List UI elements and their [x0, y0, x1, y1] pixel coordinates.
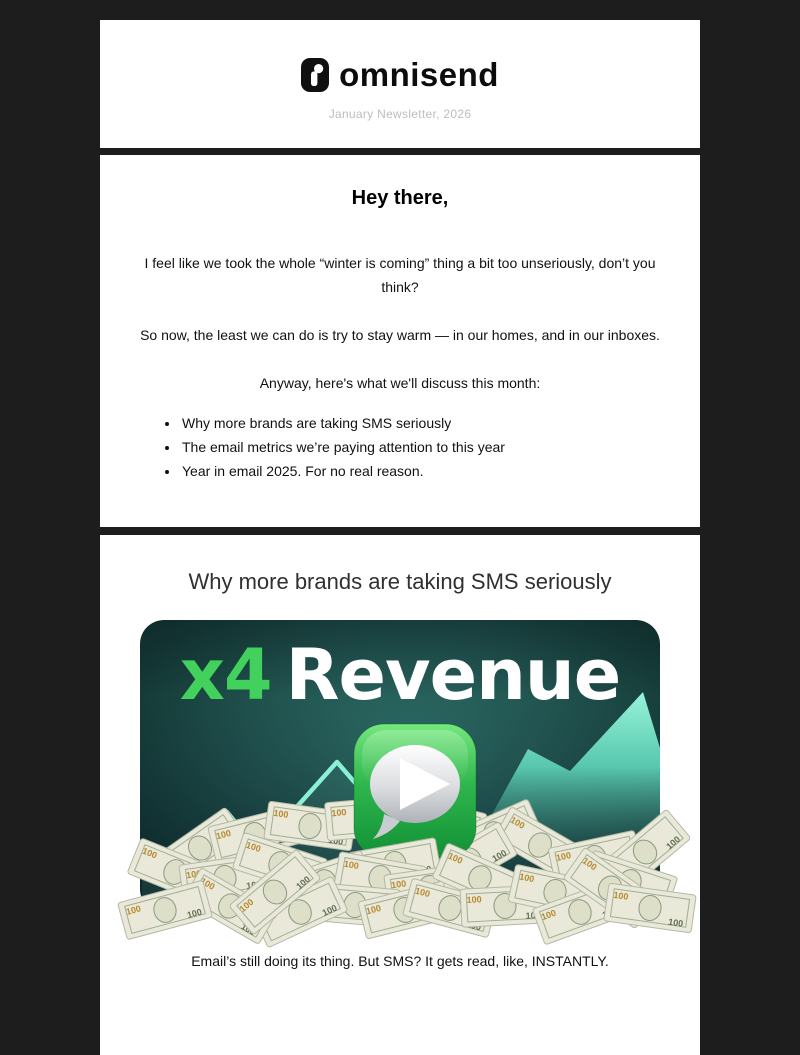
sms-section-card — [100, 535, 700, 1055]
intro-heading: Hey there, — [351, 187, 449, 209]
topic-item-sms: • Why more brands are taking SMS seriously — [180, 411, 660, 435]
topic-item-metrics: • The email metrics we’re paying attention to this year — [180, 435, 660, 459]
intro-paragraph-2: So now, the least we can do is try to stay warm — in our homes, and in our inboxes. — [140, 327, 660, 343]
brand-name: omnisend — [339, 56, 499, 93]
intro-paragraph-3: Anyway, here's what we'll discuss this month: — [259, 375, 541, 391]
omnisend-logo-icon — [301, 58, 329, 92]
sms-section-heading: Why more brands are taking SMS seriously — [188, 569, 612, 594]
sms-video-banner[interactable] — [102, 607, 660, 913]
newsletter-page — [0, 20, 800, 1020]
intro-paragraph-1: I feel like we took the whole “winter is coming” thing a bit too unseriously, don’t you think? — [144, 255, 656, 295]
topic-item-year-in-email: • Year in email 2025. For no real reason. — [180, 459, 660, 483]
sms-paragraph: Email’s still doing its thing. But SMS? It gets read, like, INSTANTLY. — [191, 953, 609, 969]
topics-list — [140, 411, 660, 483]
intro-card — [100, 155, 700, 527]
revenue-word: Revenue — [285, 634, 621, 716]
newsletter-subtitle: January Newsletter, 2026 — [328, 107, 472, 121]
banner-artwork: 100 100 — [140, 620, 660, 913]
revenue-multiplier: x4 — [179, 634, 272, 716]
banner-headline — [140, 630, 660, 720]
header-card — [100, 20, 700, 148]
brand-logo[interactable] — [100, 56, 700, 94]
